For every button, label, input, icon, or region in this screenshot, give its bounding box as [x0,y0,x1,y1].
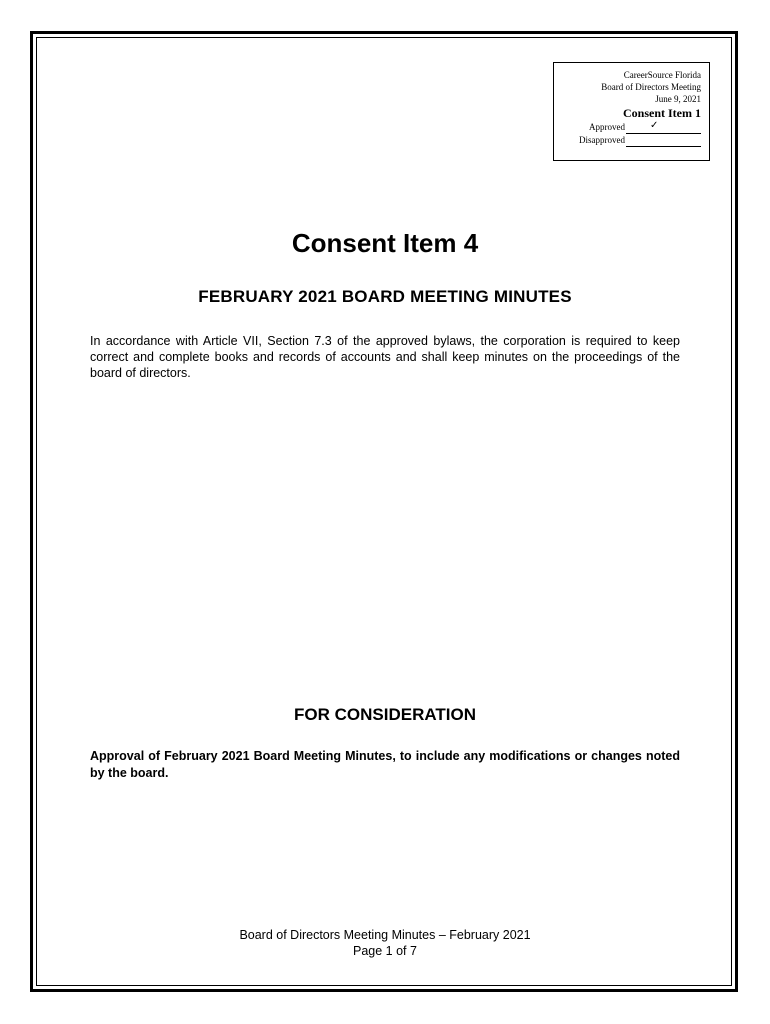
stamp-meeting: Board of Directors Meeting [601,82,701,92]
stamp-approved-label: Approved [589,122,625,132]
stamp-date: June 9, 2021 [655,94,701,104]
page-footer [0,927,770,959]
stamp-disapproved-field [562,134,701,147]
consideration-paragraph: Approval of February 2021 Board Meeting Minutes, to include any modifications or changes noted by the board. [90,749,680,780]
footer-title: Board of Directors Meeting Minutes – February 2021 [239,928,531,942]
stamp-item: Consent Item 1 [623,106,701,120]
check-icon: ✓ [650,120,659,131]
page-number: Page 1 of 7 [353,944,417,958]
document-subtitle: FEBRUARY 2021 BOARD MEETING MINUTES [198,287,572,306]
body-paragraph: In accordance with Article VII, Section 7.3 of the approved bylaws, the corporation is required to keep correct and complete books and records of accounts and shall keep minutes on the proceedings of the board of directors. [90,334,680,380]
consideration-heading: FOR CONSIDERATION [294,705,476,724]
document-title: Consent Item 4 [291,228,479,258]
stamp-disapproved-label: Disapproved [579,135,625,145]
stamp-disapproved-line [626,136,701,147]
stamp-organization: CareerSource Florida [623,70,701,80]
approval-stamp [553,62,710,161]
stamp-approved-field [562,121,701,134]
stamp-approved-line [626,120,701,134]
page-border-inner [36,37,732,986]
